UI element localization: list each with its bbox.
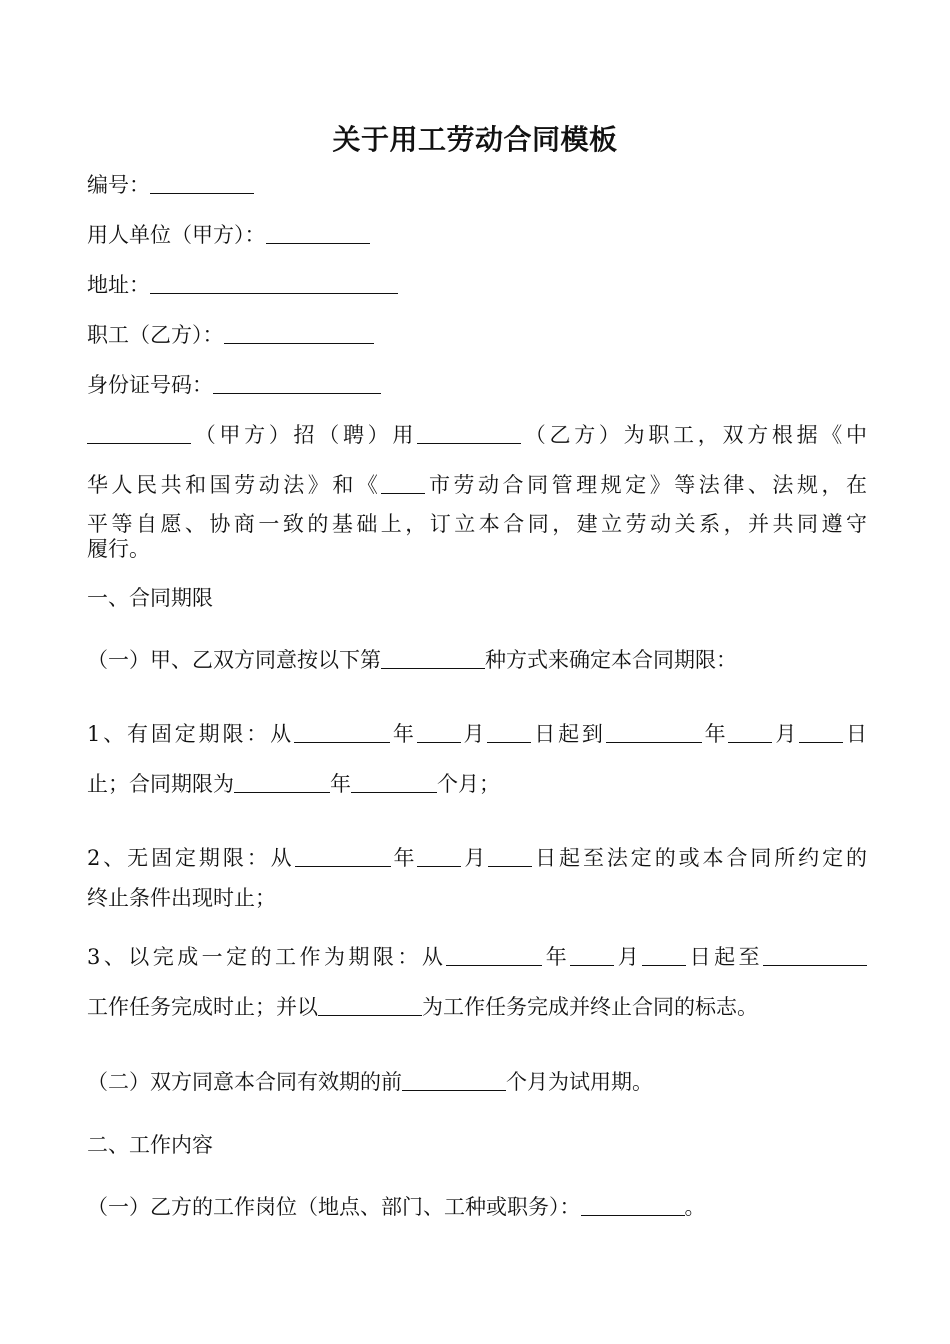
option-2-line-1	[87, 843, 867, 873]
option-text: 个月；	[437, 772, 500, 796]
option-text: 3、以完成一定的工作为期限：从	[87, 945, 447, 969]
clause-text: 种方式来确定本合同期限：	[485, 648, 737, 672]
option-text: 止；合同期限为	[87, 772, 234, 796]
intro-line-2	[87, 470, 867, 500]
option-text: 1、有固定期限：从	[87, 722, 294, 746]
section-1-heading: 一、合同期限	[87, 586, 213, 610]
intro-line-4: 履行。	[87, 537, 150, 561]
position-blank	[581, 1193, 685, 1216]
option-2-line-2: 终止条件出现时止；	[87, 886, 276, 910]
year-blank	[606, 720, 702, 743]
day-blank	[642, 943, 686, 966]
term-years-blank	[234, 770, 330, 793]
section-1-clause-1	[87, 645, 867, 675]
option-text: 月	[460, 722, 488, 746]
field-employee-label: 职工（乙方）：	[87, 323, 224, 347]
city-blank	[381, 471, 425, 494]
option-text: 年	[390, 846, 418, 870]
month-blank	[728, 720, 772, 743]
intro-text: 华人民共和国劳动法》和《	[87, 473, 382, 497]
method-blank	[381, 646, 485, 669]
clause-text: （二）双方同意本合同有效期的前	[87, 1070, 402, 1094]
employee-blank	[224, 321, 374, 344]
field-number-label: 编号：	[87, 173, 150, 197]
clause-text: 个月为试用期。	[506, 1070, 653, 1094]
address-blank	[150, 271, 398, 294]
month-blank	[570, 943, 614, 966]
option-3-line-1	[87, 942, 867, 972]
option-text: 年	[330, 772, 351, 796]
field-number	[87, 170, 867, 200]
field-employer	[87, 220, 867, 250]
intro-text: （乙方）为职工，双方根据《中	[521, 423, 867, 447]
year-blank	[446, 943, 542, 966]
field-id-number	[87, 370, 867, 400]
intro-line-3: 平等自愿、协商一致的基础上，订立本合同，建立劳动关系，并共同遵守	[87, 512, 867, 536]
option-text: 月	[614, 945, 643, 969]
option-text: 日起至法定的或本合同所约定的	[532, 846, 867, 870]
option-text: 年	[389, 722, 417, 746]
year-blank	[294, 720, 390, 743]
option-text: 日起至	[686, 945, 764, 969]
option-text: 年	[542, 945, 571, 969]
task-blank	[763, 943, 867, 966]
clause-text: （一）乙方的工作岗位（地点、部门、工种或职务）：	[87, 1195, 581, 1219]
term-months-blank	[351, 770, 437, 793]
document-title: 关于用工劳动合同模板	[332, 123, 618, 156]
employer-blank	[266, 221, 370, 244]
id-number-blank	[213, 371, 381, 394]
option-text: 年	[701, 722, 729, 746]
employee-name-blank	[417, 421, 521, 444]
completion-mark-blank	[318, 993, 422, 1016]
day-blank	[488, 844, 532, 867]
intro-line-1	[87, 420, 867, 450]
field-address	[87, 270, 867, 300]
year-blank	[295, 844, 391, 867]
field-id-number-label: 身份证号码：	[87, 373, 213, 397]
option-1-line-1	[87, 719, 867, 749]
day-blank	[799, 720, 843, 743]
number-blank	[150, 171, 254, 194]
option-text: 月	[461, 846, 489, 870]
option-text: 日	[843, 722, 867, 746]
section-2-heading: 二、工作内容	[87, 1133, 213, 1157]
clause-text: 。	[684, 1195, 706, 1219]
intro-text: （甲方）招（聘）用	[191, 423, 418, 447]
option-text: 月	[772, 722, 800, 746]
option-text: 日起到	[531, 722, 606, 746]
probation-blank	[402, 1068, 506, 1091]
option-text: 2、无固定期限：从	[87, 846, 295, 870]
option-3-line-2	[87, 992, 867, 1022]
option-text: 为工作任务完成并终止合同的标志。	[422, 995, 758, 1019]
clause-text: （一）甲、乙双方同意按以下第	[87, 648, 381, 672]
field-employee	[87, 320, 867, 350]
option-text: 工作任务完成时止；并以	[87, 995, 318, 1019]
section-2-clause-1	[87, 1192, 867, 1222]
option-1-line-2	[87, 769, 867, 799]
employer-name-blank	[87, 421, 191, 444]
month-blank	[417, 844, 461, 867]
intro-text: 市劳动合同管理规定》等法律、法规，在	[425, 473, 867, 497]
day-blank	[487, 720, 531, 743]
section-1-clause-2	[87, 1067, 867, 1097]
field-address-label: 地址：	[87, 273, 150, 297]
month-blank	[417, 720, 461, 743]
field-employer-label: 用人单位（甲方）：	[87, 223, 266, 247]
